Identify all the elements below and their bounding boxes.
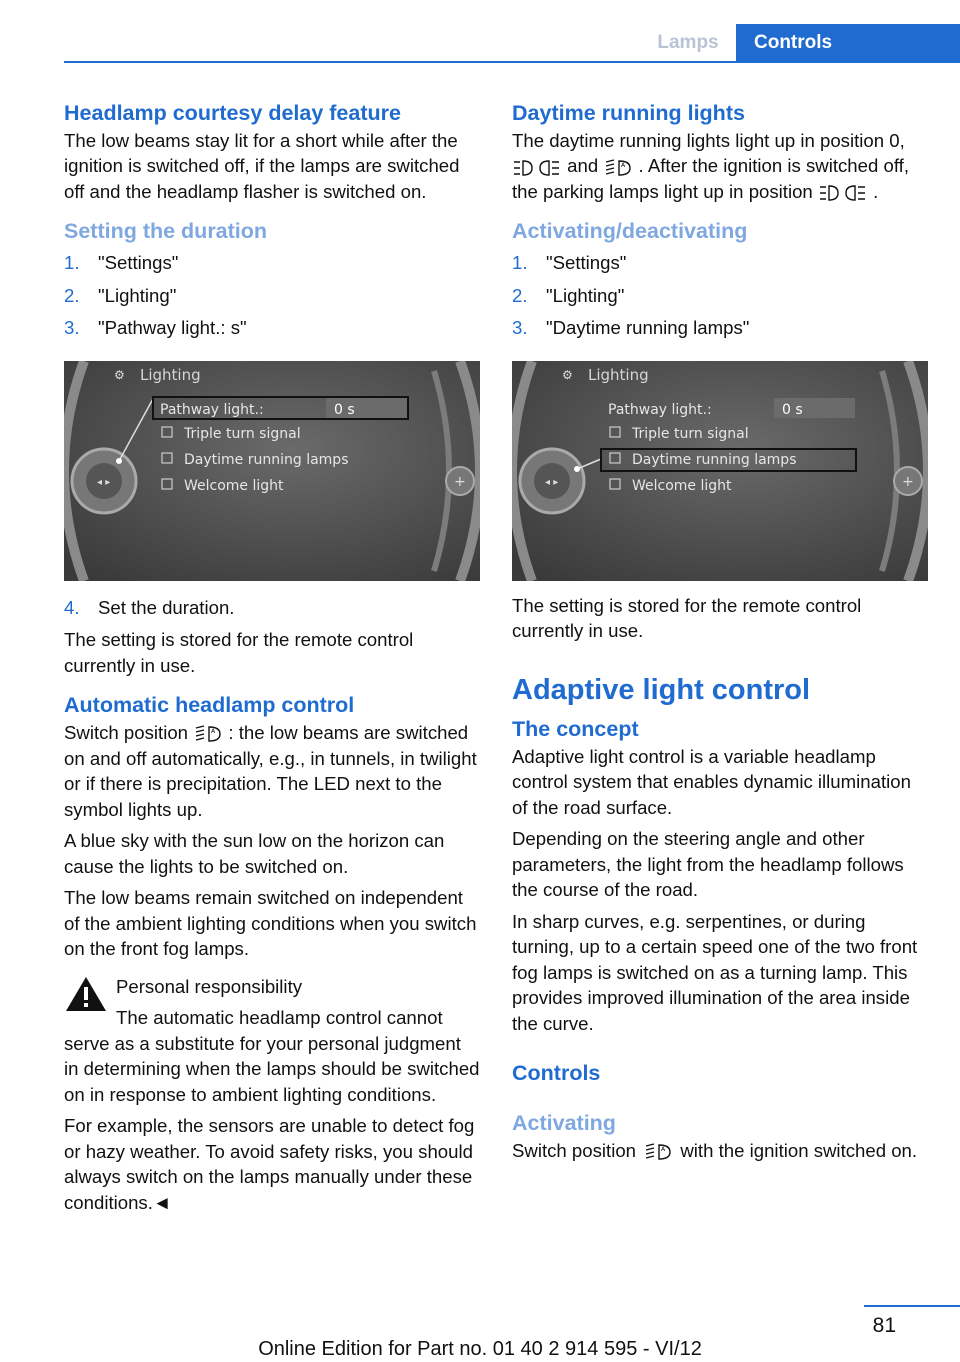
idrive-screen-drl	[512, 361, 928, 581]
duration-step-4	[64, 595, 480, 621]
screen-row-pathway: Pathway light.:	[160, 401, 264, 418]
svg-text:A: A	[661, 1145, 666, 1153]
activating-text: Switch position A with the ignition switched on.	[512, 1139, 918, 1161]
concept-text-3: In sharp curves, e.g. serpentines, or during turning, up to a certain speed one of the two front fog lamps is switched on as a turning lamp. This provides improved illumination of the area inside the curve.	[512, 910, 918, 1034]
screen-header: Lighting	[140, 365, 201, 384]
screen-item: Welcome light	[184, 477, 284, 494]
tab-lamps[interactable]: Lamps	[657, 32, 719, 53]
svg-text:+: +	[454, 473, 466, 490]
warning-note	[64, 974, 480, 1000]
concept-title: The concept	[512, 716, 639, 741]
warning-text: The automatic headlamp control cannot serve as a substitute for your personal judgment in determining when the lamps should be switched on in response to ambient lighting conditions.	[64, 1007, 480, 1105]
auto-text-2: A blue sky with the sun low on the horizon can cause the lights to be switched on.	[64, 830, 445, 877]
warning-triangle-icon	[64, 974, 108, 1014]
screen-item: Triple turn signal	[184, 425, 301, 442]
list-item: 1. "Settings"	[64, 252, 179, 274]
svg-text:⚙: ⚙	[562, 367, 573, 382]
screen-value: 0 s	[782, 401, 803, 418]
screen-item: Welcome light	[632, 477, 732, 494]
courtesy-text: The low beams stay lit for a short while after the ignition is switched off, if the lamps are switched off and the headlamp flasher is switched on.	[64, 129, 460, 202]
duration-title: Setting the duration	[64, 219, 268, 244]
screen-header: Lighting	[588, 365, 649, 384]
parking-lamps-icon	[818, 183, 868, 203]
concept-text-1: Adaptive light control is a variable headlamp control system that enables dynamic illumination of the road surface.	[512, 745, 911, 818]
svg-text:A: A	[621, 161, 626, 169]
left-column	[64, 100, 480, 1215]
svg-text:◂ ▸: ◂ ▸	[545, 476, 559, 488]
list-item: 4. Set the duration.	[64, 596, 235, 618]
idrive-screen-graphic	[64, 361, 480, 581]
screen-item: Triple turn signal	[632, 425, 749, 442]
list-item: 3. "Pathway light.: s"	[64, 317, 247, 339]
list-item: 2. "Lighting"	[64, 284, 177, 306]
svg-text:◂ ▸: ◂ ▸	[97, 476, 111, 488]
auto-headlamp-icon	[603, 158, 633, 178]
idrive-screen-pathway	[64, 361, 480, 581]
duration-steps	[64, 250, 480, 341]
controls-title: Controls	[512, 1061, 601, 1085]
warning-title: Personal responsibility	[116, 975, 303, 997]
auto-headlamp-icon	[641, 1142, 675, 1162]
auto-headlamp-icon	[193, 724, 223, 744]
screen-value: 0 s	[334, 401, 355, 418]
screen-item: Daytime running lamps	[632, 451, 797, 468]
list-item: 2. "Lighting"	[512, 284, 625, 306]
auto-text-1: Switch position A : the low beams are switched on and off automatically, e.g., in tunnels, in twilight or if there is precipitation. The LED next to the symbol lights up.	[64, 722, 477, 820]
screen-item: Daytime running lamps	[184, 451, 349, 468]
activating-title: Activating	[512, 1110, 616, 1135]
edition-footer: Online Edition for Part no. 01 40 2 914 595 - VI/12	[258, 1338, 702, 1360]
activating-deactivating-title: Activating/deactivating	[512, 219, 748, 244]
right-column	[512, 100, 928, 1163]
svg-text:⚙: ⚙	[114, 367, 125, 382]
drl-steps	[512, 250, 928, 341]
auto-text-3: The low beams remain switched on independent of the ambient lighting conditions when you switch on the front fog lamps.	[64, 887, 477, 960]
idrive-screen-graphic	[512, 361, 928, 581]
stored-text: The setting is stored for the remote control currently in use.	[512, 594, 862, 642]
parking-lamps-icon	[512, 158, 562, 178]
drl-title: Daytime running lights	[512, 101, 745, 125]
courtesy-title: Headlamp courtesy delay feature	[64, 101, 401, 125]
screen-row-pathway: Pathway light.:	[608, 401, 712, 418]
alc-title: Adaptive light control	[512, 673, 811, 706]
page-number: 81	[872, 1314, 896, 1337]
stored-text: The setting is stored for the remote control currently in use.	[64, 629, 414, 676]
auto-title: Automatic headlamp control	[64, 693, 355, 718]
footer-rule	[864, 1305, 960, 1307]
tab-controls[interactable]: Controls	[736, 24, 960, 62]
list-item: 3. "Daytime running lamps"	[512, 317, 750, 339]
header-rule	[64, 61, 960, 63]
list-item: 1. "Settings"	[512, 252, 627, 274]
warning-text-2: For example, the sensors are unable to detect fog or hazy weather. To avoid safety risks, you should always switch on the lamps manually under these conditions.◄	[64, 1115, 475, 1213]
drl-text: The daytime running lights light up in position 0, and A . After the ignition is switched off, the parking lamps light up in position .	[512, 129, 909, 202]
svg-text:A: A	[211, 728, 216, 736]
svg-text:+: +	[902, 473, 914, 490]
concept-text-2: Depending on the steering angle and other parameters, the light from the headlamp follows the course of the road.	[512, 828, 904, 900]
header-tab-lamps	[640, 24, 960, 62]
